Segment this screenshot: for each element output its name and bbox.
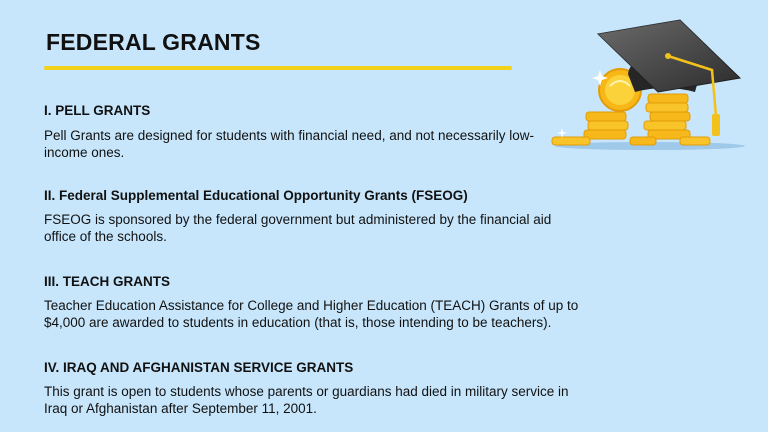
graduation-cap-coins-icon bbox=[540, 12, 750, 152]
section-heading-pell: I. PELL GRANTS bbox=[44, 103, 151, 118]
section-heading-fseog: II. Federal Supplemental Educational Opportunity Grants (FSEOG) bbox=[44, 188, 468, 203]
section-body-pell: Pell Grants are designed for students with financial need, and not necessarily low-income ones. bbox=[44, 128, 535, 160]
title-underline bbox=[44, 66, 512, 70]
section-body-teach: Teacher Education Assistance for College and Higher Education (TEACH) Grants of up to $4,000 are awarded to students in education (that is, those intending to be teachers). bbox=[44, 298, 579, 330]
section-heading-teach: III. TEACH GRANTS bbox=[44, 274, 171, 289]
coin-stack-right bbox=[630, 94, 710, 145]
section-body-fseog: FSEOG is sponsored by the federal government but administered by the financial aid office of the schools. bbox=[44, 212, 552, 244]
section-heading-iraq-afghanistan: IV. IRAQ AND AFGHANISTAN SERVICE GRANTS bbox=[44, 360, 354, 375]
slide-title: FEDERAL GRANTS bbox=[46, 29, 261, 55]
section-body-iraq-afghanistan: This grant is open to students whose parents or guardians had died in military service in Iraq or Afghanistan after September 11, 2001. bbox=[44, 384, 569, 416]
coin-stack-left bbox=[552, 112, 628, 145]
